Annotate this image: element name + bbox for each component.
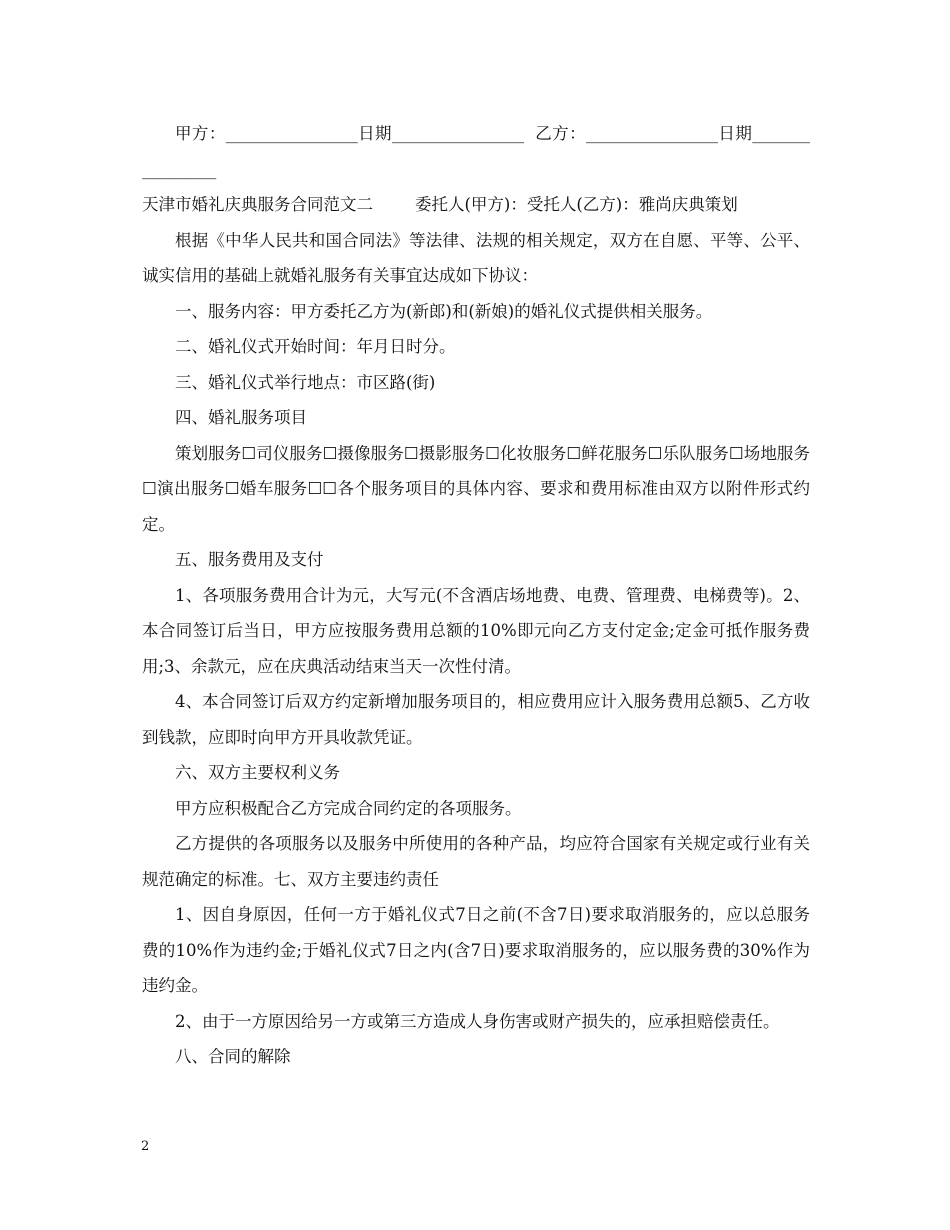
paragraph-clause-8-heading: 八、合同的解除	[175, 1047, 291, 1066]
document-body	[142, 116, 810, 1075]
page-number: 2	[141, 1139, 150, 1154]
paragraph-clause-2: 二、婚礼仪式开始时间：年月日时分。	[175, 337, 456, 356]
paragraph-clause-1: 一、服务内容：甲方委托乙方为(新郎)和(新娘)的婚礼仪式提供相关服务。	[175, 301, 713, 321]
paragraph-signature-line: 甲方：________________日期________________ 乙方：________________日期________________	[142, 124, 810, 179]
paragraph-clause-5-heading: 五、服务费用及支付	[175, 550, 324, 569]
paragraph-contract-heading: 天津市婚礼庆典服务合同范文二 委托人(甲方)：受托人(乙方)：雅尚庆典策划	[142, 195, 738, 214]
paragraph-clause-4-heading: 四、婚礼服务项目	[175, 408, 307, 427]
paragraph-preamble: 根据《中华人民共和国合同法》等法律、法规的相关规定，双方在自愿、平等、公平、诚实信用的基础上就婚礼服务有关事宜达成如下协议：	[142, 230, 810, 285]
paragraph-additional-fees: 4、本合同签订后双方约定新增加服务项目的，相应费用应计入服务费用总额5、乙方收到钱款，应即时向甲方开具收款凭证。	[142, 692, 810, 747]
paragraph-party-a-duty: 甲方应积极配合乙方完成合同约定的各项服务。	[175, 798, 522, 818]
paragraph-liability: 2、由于一方原因给另一方或第三方造成人身伤害或财产损失的，应承担赔偿责任。	[175, 1011, 780, 1031]
paragraph-clause-3: 三、婚礼仪式举行地点：市区路(街)	[175, 372, 436, 392]
paragraph-cancellation: 1、因自身原因，任何一方于婚礼仪式7日之前(不含7日)要求取消服务的，应以总服务费的10%作为违约金;于婚礼仪式7日之内(含7日)要求取消服务的，应以服务费的30%作为违约金。	[142, 905, 810, 995]
paragraph-party-b-duty: 乙方提供的各项服务以及服务中所使用的各种产品，均应符合国家有关规定或行业有关规范确定的标准。七、双方主要违约责任	[142, 834, 810, 889]
paragraph-service-items: 策划服务☐司仪服务☐摄像服务☐摄影服务☐化妆服务☐鲜花服务☐乐队服务☐场地服务☐演出服务☐婚车服务☐☐各个服务项目的具体内容、要求和费用标准由双方以附件形式约定。	[142, 443, 810, 534]
paragraph-clause-6-heading: 六、双方主要权利义务	[175, 763, 340, 782]
paragraph-fees: 1、各项服务费用合计为元，大写元(不含酒店场地费、电费、管理费、电梯费等)。2、本合同签订后当日，甲方应按服务费用总额的10%即元向乙方支付定金;定金可抵作服务费用;3、余款元，应在庆典活动结束当天一次性付清。	[142, 585, 810, 676]
